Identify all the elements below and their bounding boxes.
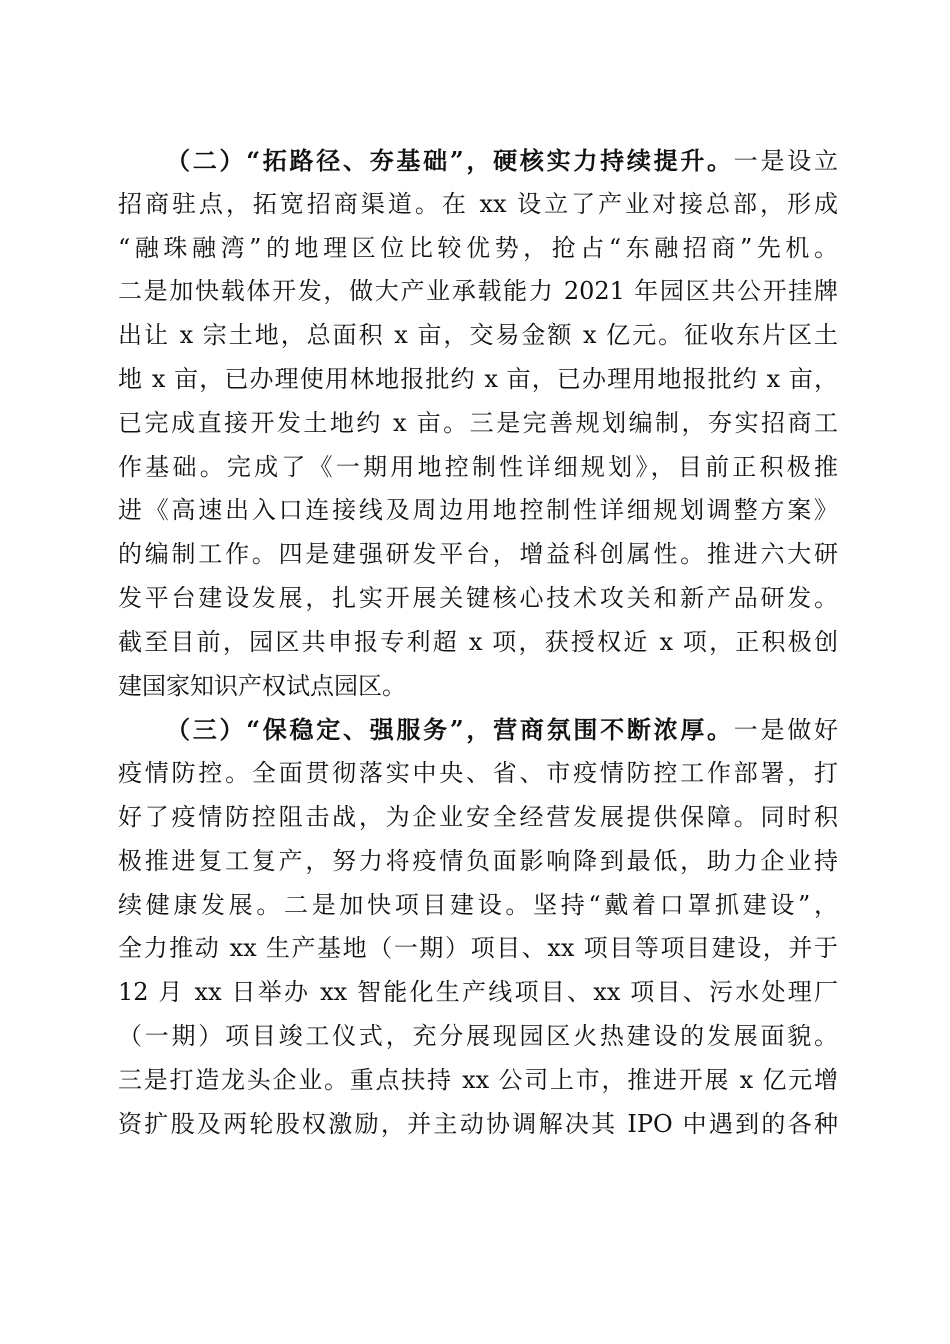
paragraph-line: 好了疫情防控阻击战，为企业安全经营发展提供保障。同时积 (118, 802, 838, 831)
paragraph-line: （一期）项目竣工仪式，充分展现园区火热建设的发展面貌。 (118, 1021, 838, 1050)
paragraph-line: 三是打造龙头企业。重点扶持 xx 公司上市，推进开展 x 亿元增 (118, 1065, 838, 1094)
paragraph-line: 截至目前，园区共申报专利超 x 项，获授权近 x 项，正积极创 (118, 627, 838, 656)
paragraph-line: 资扩股及两轮股权激励，并主动协调解决其 IPO 中遇到的各种 (118, 1109, 838, 1138)
paragraph-line: 作基础。完成了《一期用地控制性详细规划》，目前正积极推 (118, 452, 838, 481)
paragraph-line: 出让 x 宗土地，总面积 x 亩，交易金额 x 亿元。征收东片区土 (118, 321, 838, 350)
section-3-heading: （三）“保稳定、强服务”，营商氛围不断浓厚。 (166, 715, 734, 745)
paragraph-line (118, 708, 838, 752)
document-page (118, 139, 838, 1146)
paragraph-line: 进《高速出入口连接线及周边用地控制性详细规划调整方案》 (118, 496, 838, 525)
paragraph-line: “融珠融湾”的地理区位比较优势，抢占“东融招商”先机。 (118, 233, 838, 262)
paragraph-line: 建国家知识产权试点园区。 (118, 671, 406, 700)
paragraph-line: 极推进复工复产，努力将疫情负面影响降到最低，助力企业持 (118, 846, 838, 875)
paragraph-line: 招商驻点，拓宽招商渠道。在 xx 设立了产业对接总部，形成 (118, 189, 838, 218)
paragraph-line (118, 139, 838, 183)
paragraph-line: 续健康发展。二是加快项目建设。坚持“戴着口罩抓建设”， (118, 890, 838, 919)
paragraph-line: 12 月 xx 日举办 xx 智能化生产线项目、xx 项目、污水处理厂 (118, 978, 838, 1007)
paragraph-line: 已完成直接开发土地约 x 亩。三是完善规划编制，夯实招商工 (118, 408, 838, 437)
paragraph-line: 疫情防控。全面贯彻落实中央、省、市疫情防控工作部署，打 (118, 759, 838, 788)
paragraph-line: 的编制工作。四是建强研发平台，增益科创属性。推进六大研 (118, 540, 838, 569)
paragraph-line: 地 x 亩，已办理使用林地报批约 x 亩，已办理用地报批约 x 亩， (118, 364, 838, 393)
section-2-heading: （二）“拓路径、夯基础”，硬核实力持续提升。 (166, 146, 734, 175)
paragraph-line: 全力推动 xx 生产基地（一期）项目、xx 项目等项目建设，并于 (118, 934, 838, 963)
paragraph-line: 发平台建设发展，扎实开展关键核心技术攻关和新产品研发。 (118, 583, 838, 612)
paragraph-text: 一是做好 (733, 716, 839, 745)
paragraph-text: 一是设立 (733, 147, 839, 175)
paragraph-line: 二是加快载体开发，做大产业承载能力 2021 年园区共公开挂牌 (118, 277, 838, 306)
